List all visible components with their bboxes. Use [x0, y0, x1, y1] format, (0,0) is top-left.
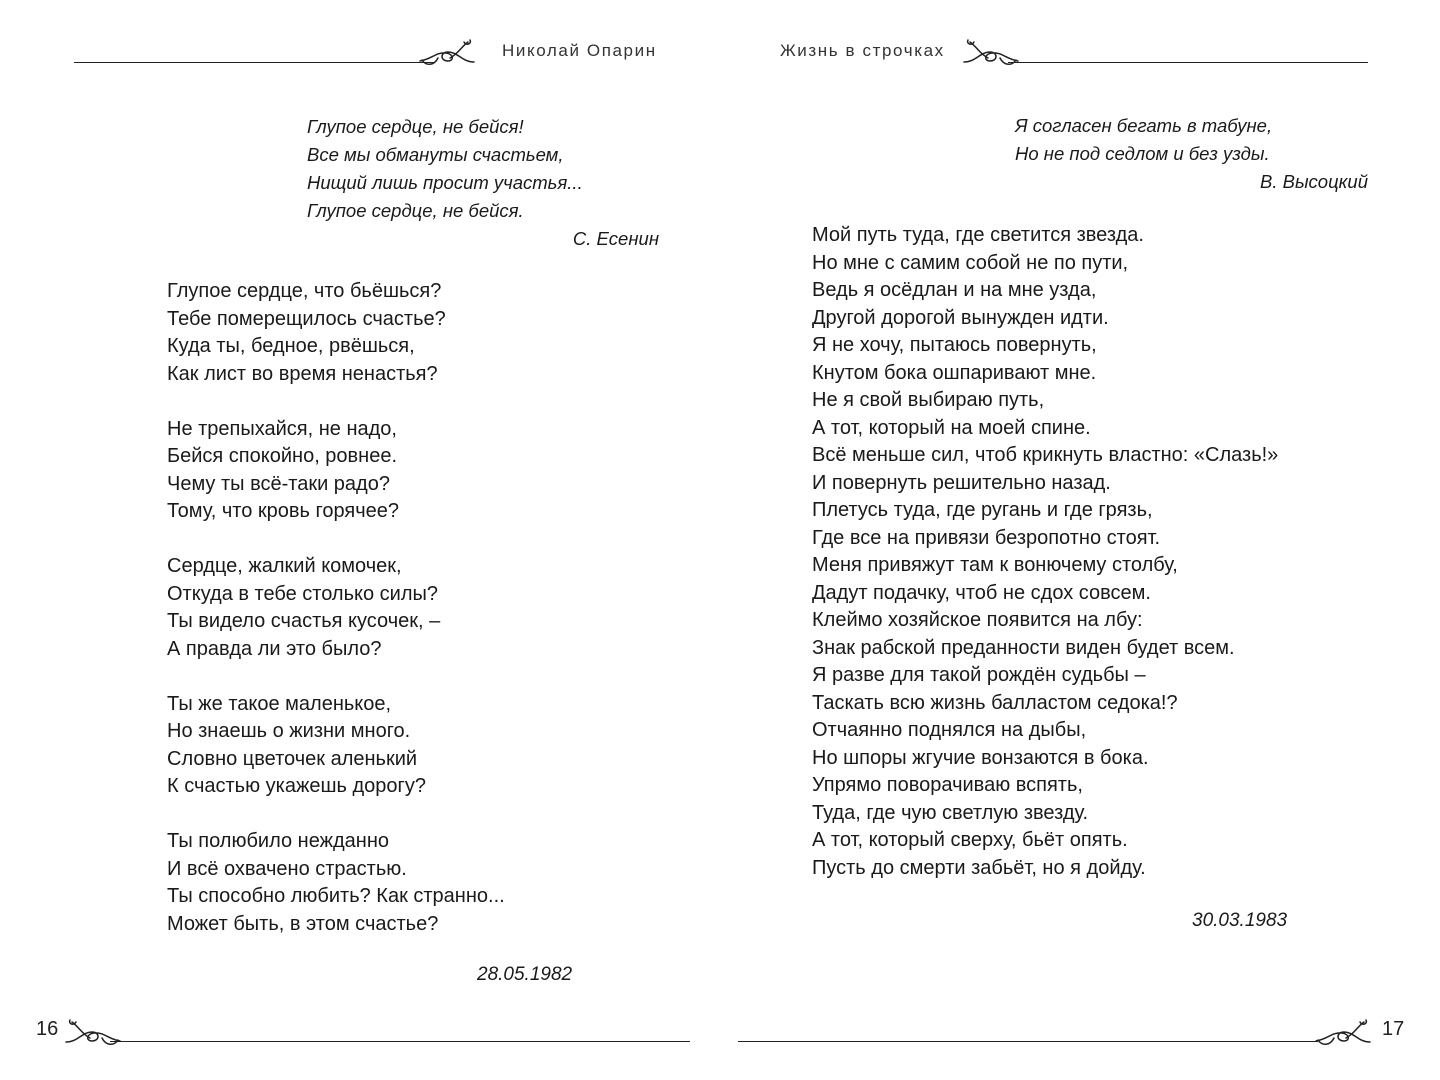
footer-rule	[738, 1041, 1318, 1042]
flourish-icon	[64, 1012, 122, 1050]
header-rule	[74, 62, 434, 63]
running-head: Жизнь в строчках	[780, 41, 945, 60]
poem-line: Чему ты всё-таки радо?	[167, 472, 390, 495]
poem-line: Ты полюбило нежданно	[167, 830, 389, 852]
epigraph-author: В. Высоцкий	[1259, 171, 1368, 192]
poem-date: 28.05.1982	[477, 964, 573, 985]
poem-line: Но мне с самим собой не по пути,	[812, 251, 1129, 274]
poem-line: Другой дорогой вынужден идти.	[812, 306, 1109, 329]
poem	[167, 278, 505, 938]
poem-line: Может быть, в этом счастье?	[167, 912, 439, 935]
epigraph-line: Я согласен бегать в табуне,	[1015, 115, 1273, 136]
poem-date: 30.03.1983	[1192, 910, 1288, 931]
poem-line: Дадут подачку, чтоб не сдох совсем.	[812, 581, 1151, 604]
poem-line: Пусть до смерти забьёт, но я дойду.	[812, 856, 1146, 879]
epigraph	[307, 113, 659, 253]
footer-rule	[110, 1041, 690, 1042]
epigraph-line: Но не под седлом и без узды.	[1015, 143, 1270, 164]
poem-line: К счастью укажешь дорогу?	[167, 775, 426, 797]
poem-line: Откуда в тебе столько силы?	[167, 582, 439, 605]
epigraph	[1015, 112, 1368, 196]
poem-line: Всё меньше сил, чтоб крикнуть властно: «Слазь!»	[812, 444, 1279, 466]
epigraph-line: Все мы обмануты счастьем,	[307, 144, 564, 165]
poem-line: Отчаянно поднялся на дыбы,	[812, 719, 1087, 741]
running-head: Николай Опарин	[502, 41, 657, 60]
poem-line: Я разве для такой рождён судьбы –	[812, 664, 1146, 686]
poem-line: Тебе померещилось счастье?	[167, 307, 446, 330]
flourish-icon	[1314, 1012, 1372, 1050]
epigraph-line: Глупое сердце, не бейся!	[307, 116, 524, 137]
page-number: 17	[1382, 1018, 1405, 1040]
epigraph-line: Глупое сердце, не бейся.	[307, 200, 524, 221]
stanza	[167, 553, 505, 663]
poem-line: Куда ты, бедное, рвёшься,	[167, 335, 415, 357]
poem-line: Тому, что кровь горячее?	[167, 500, 399, 522]
poem-line: Клеймо хозяйское появится на лбу:	[812, 609, 1143, 631]
poem-line: Туда, где чую светлую звезду.	[812, 801, 1089, 824]
poem-line: Мой путь туда, где светится звезда.	[812, 224, 1144, 246]
poem-line: Ты же такое маленькое,	[167, 692, 392, 715]
poem-line: Не трепыхайся, не надо,	[167, 417, 397, 440]
poem-line: Как лист во время ненастья?	[167, 362, 438, 385]
header-rule	[1008, 62, 1368, 63]
stanza	[812, 222, 1278, 882]
stanza	[167, 278, 505, 388]
poem-line: Бейся спокойно, ровнее.	[167, 445, 398, 467]
poem-line: А тот, который сверху, бьёт опять.	[812, 829, 1128, 851]
poem-line: Словно цветочек аленький	[167, 747, 418, 770]
poem	[812, 222, 1278, 882]
poem-line: Сердце, жалкий комочек,	[167, 555, 402, 577]
poem-line: Таскать всю жизнь балластом седока!?	[812, 691, 1178, 714]
poem-line: Не я свой выбираю путь,	[812, 389, 1045, 411]
flourish-icon	[418, 32, 476, 70]
poem-line: А тот, который на моей спине.	[812, 416, 1091, 439]
poem-line: Плетусь туда, где ругань и где грязь,	[812, 499, 1153, 521]
stanza	[167, 416, 505, 526]
poem-line: Но знаешь о жизни много.	[167, 720, 411, 742]
stanza	[167, 691, 505, 801]
poem-line: Ведь я осёдлан и на мне узда,	[812, 279, 1097, 301]
flourish-icon	[962, 32, 1020, 70]
poem-line: Но шпоры жгучие вонзаются в бока.	[812, 746, 1149, 769]
epigraph-author: С. Есенин	[572, 228, 659, 249]
poem-line: Ты способно любить? Как странно...	[167, 885, 505, 907]
epigraph-line: Нищий лишь просит участья...	[307, 172, 583, 193]
page-number: 16	[36, 1018, 59, 1040]
poem-line: Меня привяжут там к вонючему столбу,	[812, 554, 1178, 576]
poem-line: Упрямо поворачиваю вспять,	[812, 774, 1083, 796]
right-page	[720, 0, 1440, 1080]
poem-line: И всё охвачено страстью.	[167, 857, 407, 880]
poem-line: Где все на привязи безропотно стоят.	[812, 526, 1161, 549]
poem-line: Глупое сердце, что бьёшься?	[167, 280, 442, 302]
poem-line: И повернуть решительно назад.	[812, 471, 1111, 494]
poem-line: Кнутом бока ошпаривают мне.	[812, 361, 1097, 384]
poem-line: Ты видело счастья кусочек, –	[167, 610, 441, 632]
poem-line: Знак рабской преданности виден будет всем.	[812, 636, 1235, 659]
poem-line: А правда ли это было?	[167, 637, 382, 660]
poem-line: Я не хочу, пытаюсь повернуть,	[812, 334, 1097, 356]
stanza	[167, 828, 505, 938]
